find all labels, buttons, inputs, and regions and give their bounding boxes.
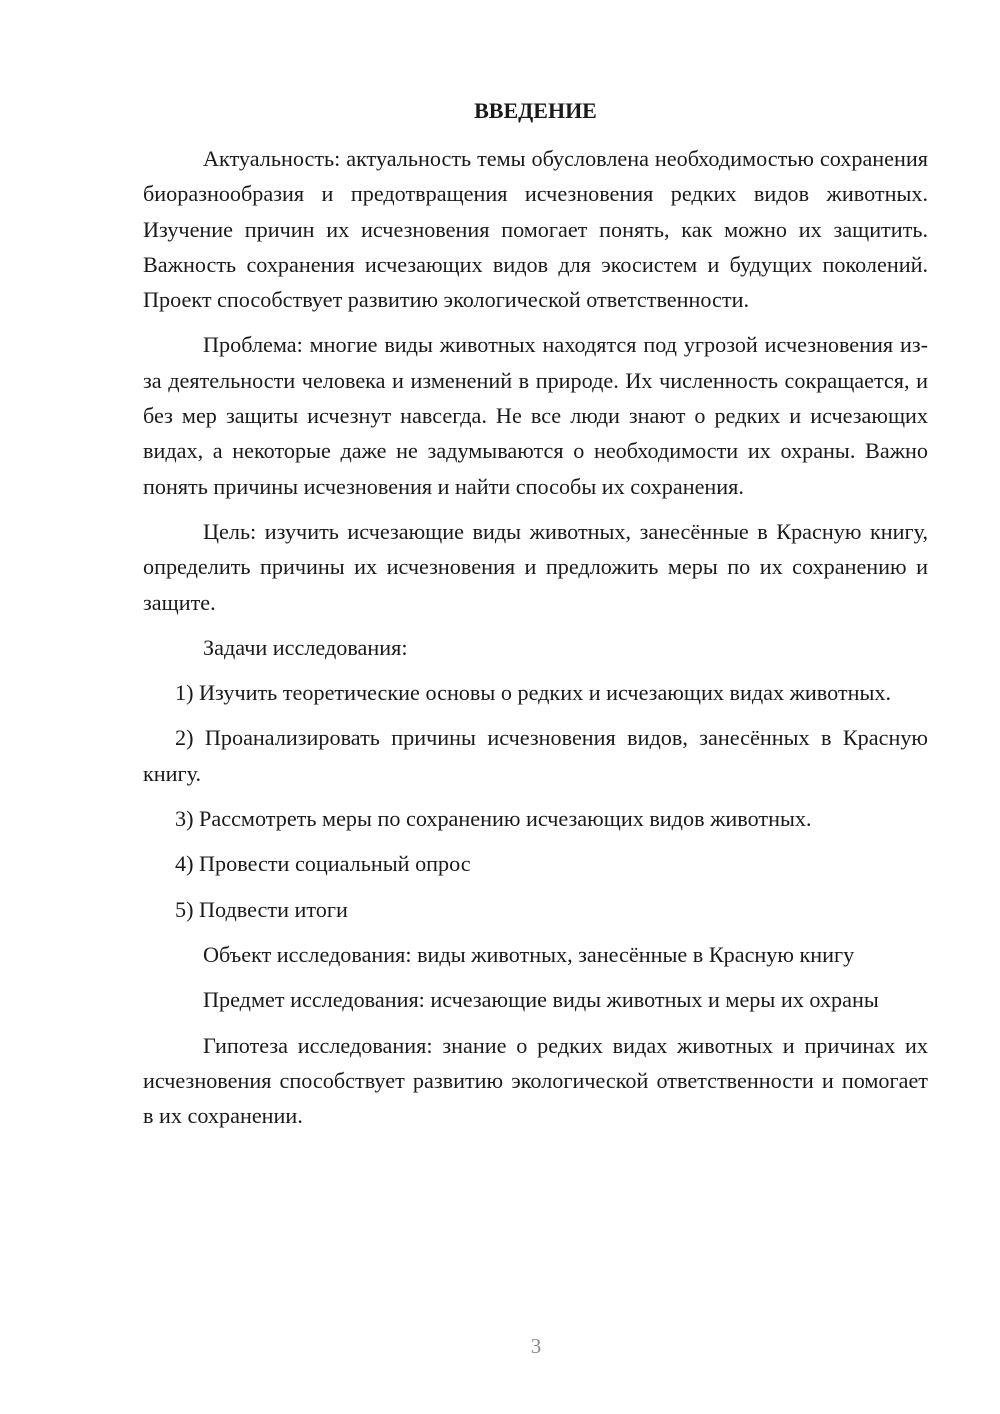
- relevance-paragraph: Актуальность: актуальность темы обусловлена необходимостью сохранения биоразнообразия и предотвращения исчезновения редких видов животных. Изучение причин их исчезновения помогает понять, как можно их защитить. Важность сохранения исчезающих видов для экосистем и будущих поколений. Проект способствует развитию экологической ответственности.: [143, 146, 928, 313]
- tasks-heading: Задачи исследования:: [203, 634, 408, 660]
- task-item: 1) Изучить теоретические основы о редких и исчезающих видах животных.: [175, 680, 892, 706]
- task-item: 4) Провести социальный опрос: [175, 851, 471, 877]
- hypothesis-paragraph: Гипотеза исследования: знание о редких видах животных и причинах их исчезновения способствует развитию экологической ответственности и помогает в их сохранении.: [143, 1032, 928, 1129]
- page-number: 3: [530, 1334, 542, 1358]
- subject-paragraph: Предмет исследования: исчезающие виды животных и меры их охраны: [203, 987, 879, 1013]
- task-item: 3) Рассмотреть меры по сохранению исчезающих видов животных.: [175, 806, 812, 832]
- section-title: ВВЕДЕНИЕ: [474, 98, 597, 123]
- task-item: 2) Проанализировать причины исчезновения видов, занесённых в Красную книгу.: [143, 725, 928, 786]
- task-item: 5) Подвести итоги: [175, 896, 348, 922]
- object-paragraph: Объект исследования: виды животных, занесённые в Красную книгу: [203, 941, 855, 967]
- goal-paragraph: Цель: изучить исчезающие виды животных, занесённые в Красную книгу, определить причины их исчезновения и предложить меры по их сохранению и защите.: [143, 518, 928, 615]
- problem-paragraph: Проблема: многие виды животных находятся под угрозой исчезновения из-за деятельности человека и изменений в природе. Их численность сокращается, и без мер защиты исчезнут навсегда. Не все люди знают о редких и исчезающих видах, а некоторые даже не задумываются о необходимости их охраны. Важно понять причины исчезновения и найти способы их сохранения.: [143, 332, 928, 499]
- page-content: [143, 96, 928, 1143]
